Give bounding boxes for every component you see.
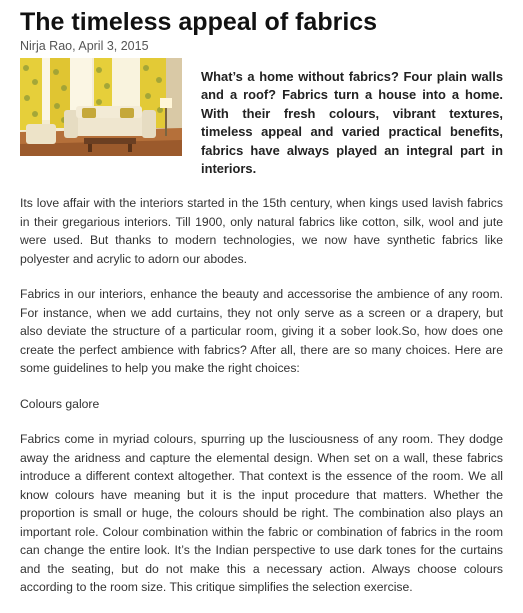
article-paragraph: Fabrics in our interiors, enhance the beauty and accessorise the ambience of any room. For instance, when we add curtains, they not only serve as a screen or a drapery, but also deviate the structure of a particular room, giving it a sober look.So, how does one create the perfect ambience with fabrics? After all, there are so many choices. Here are some guidelines to help you make the right choices:: [20, 287, 503, 375]
section-heading-colours: Colours galore: [20, 397, 100, 411]
article-paragraph: Fabrics come in myriad colours, spurring up the lusciousness of any room. They dodge away the aridness and capture the elemental design. When set on a wall, these fabrics introduce a different context altogether. That context is the essence of the room. We all know colours have meaning but it is the input procedure that matters. Whether the proportion is small or huge, the colours should be right. The combination also plays an important role. Colour combination within the fabric or combination of fabrics in the room can change the entire look. It’s the Indian perspective to use dark tones for the curtains and the seating, but do not make this a necessary action. Always choose colours according to the room size. This critique simplifies the selection exercise.: [20, 432, 503, 594]
article-paragraph: Its love affair with the interiors started in the 15th century, when kings used lavish fabrics in their gregarious interiors. Till 1900, only natural fabrics like cotton, silk, wool and jute were used. But thanks to modern technologies, we now have synthetic fabrics like polyester and acrylic to adorn our abodes.: [20, 196, 503, 266]
article-byline: Nirja Rao, April 3, 2015: [20, 39, 149, 53]
article-lead: What’s a home without fabrics? Four plain walls and a roof? Fabrics turn a house into a home. With their fresh colours, vibrant textures, timeless appeal and varied practical benefits, fabrics have always played an integral part in interiors.: [201, 69, 503, 177]
article-hero-image: [20, 58, 182, 156]
article-title: The timeless appeal of fabrics: [20, 8, 378, 36]
